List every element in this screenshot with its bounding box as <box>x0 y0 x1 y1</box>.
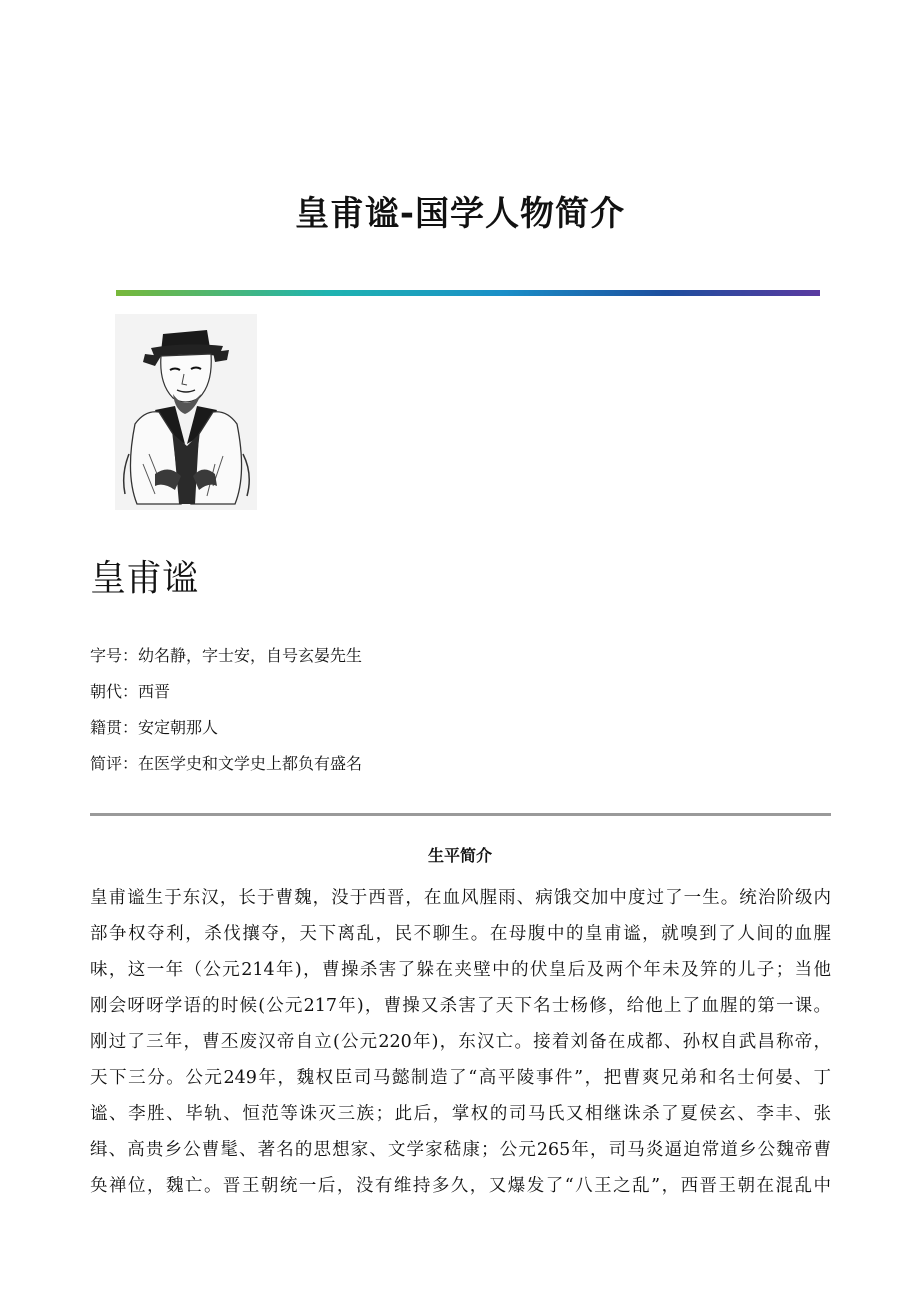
title-gradient-divider <box>116 290 820 296</box>
scholar-portrait-icon <box>115 314 257 510</box>
paragraph-line: 味，这一年（公元214年)，曹操杀害了躲在夹壁中的伏皇后及两个年未及笄的儿子；当他 <box>90 960 831 980</box>
paragraph-line: 部争权夺利，杀伐攘夺，天下离乱，民不聊生。在母腹中的皇甫谧，就嗅到了人间的血腥 <box>90 924 831 944</box>
info-label: 简评： <box>90 754 139 773</box>
section-title-biography: 生平简介 <box>427 846 492 865</box>
paragraph-line: 缉、高贵乡公曹髦、著名的思想家、文学家嵇康；公元265年，司马炎逼迫常道乡公魏帝曹 <box>90 1140 831 1160</box>
person-name-heading: 皇甫谧 <box>90 558 199 599</box>
paragraph-line: 奂禅位，魏亡。晋王朝统一后，没有维持多久，又爆发了“八王之乱”，西晋王朝在混乱中 <box>90 1176 831 1196</box>
paragraph-line: 刚会呀呀学语的时候(公元217年)，曹操又杀害了天下名士杨修，给他上了血腥的第一课。 <box>90 996 831 1016</box>
portrait-image <box>115 314 257 510</box>
info-label: 籍贯： <box>90 718 139 737</box>
biography-paragraph <box>90 884 831 1208</box>
paragraph-line: 皇甫谧生于东汉，长于曹魏，没于西晋，在血风腥雨、病饿交加中度过了一生。统治阶级内 <box>90 888 831 908</box>
info-value: 安定朝那人 <box>138 718 219 737</box>
info-list <box>90 644 830 788</box>
paragraph-line: 天下三分。公元249年，魏权臣司马懿制造了“高平陵事件”，把曹爽兄弟和名士何晏、丁 <box>90 1068 831 1088</box>
info-row-dynasty <box>90 680 830 716</box>
paragraph-line: 谧、李胜、毕轨、恒范等诛灭三族；此后，掌权的司马氏又相继诛杀了夏侯玄、李丰、张 <box>90 1104 831 1124</box>
paragraph-line: 刚过了三年，曹丕废汉帝自立(公元220年)，东汉亡。接着刘备在成都、孙权自武昌称帝， <box>90 1032 831 1052</box>
info-row-style-name <box>90 644 830 680</box>
info-row-hometown <box>90 716 830 752</box>
info-row-comment <box>90 752 830 788</box>
info-value: 幼名静，字士安，自号玄晏先生 <box>138 646 363 665</box>
info-value: 西晋 <box>138 682 171 701</box>
page-title: 皇甫谧-国学人物简介 <box>294 194 626 234</box>
info-label: 字号： <box>90 646 139 665</box>
info-value: 在医学史和文学史上都负有盛名 <box>138 754 363 773</box>
section-divider <box>90 813 831 816</box>
info-label: 朝代： <box>90 682 139 701</box>
